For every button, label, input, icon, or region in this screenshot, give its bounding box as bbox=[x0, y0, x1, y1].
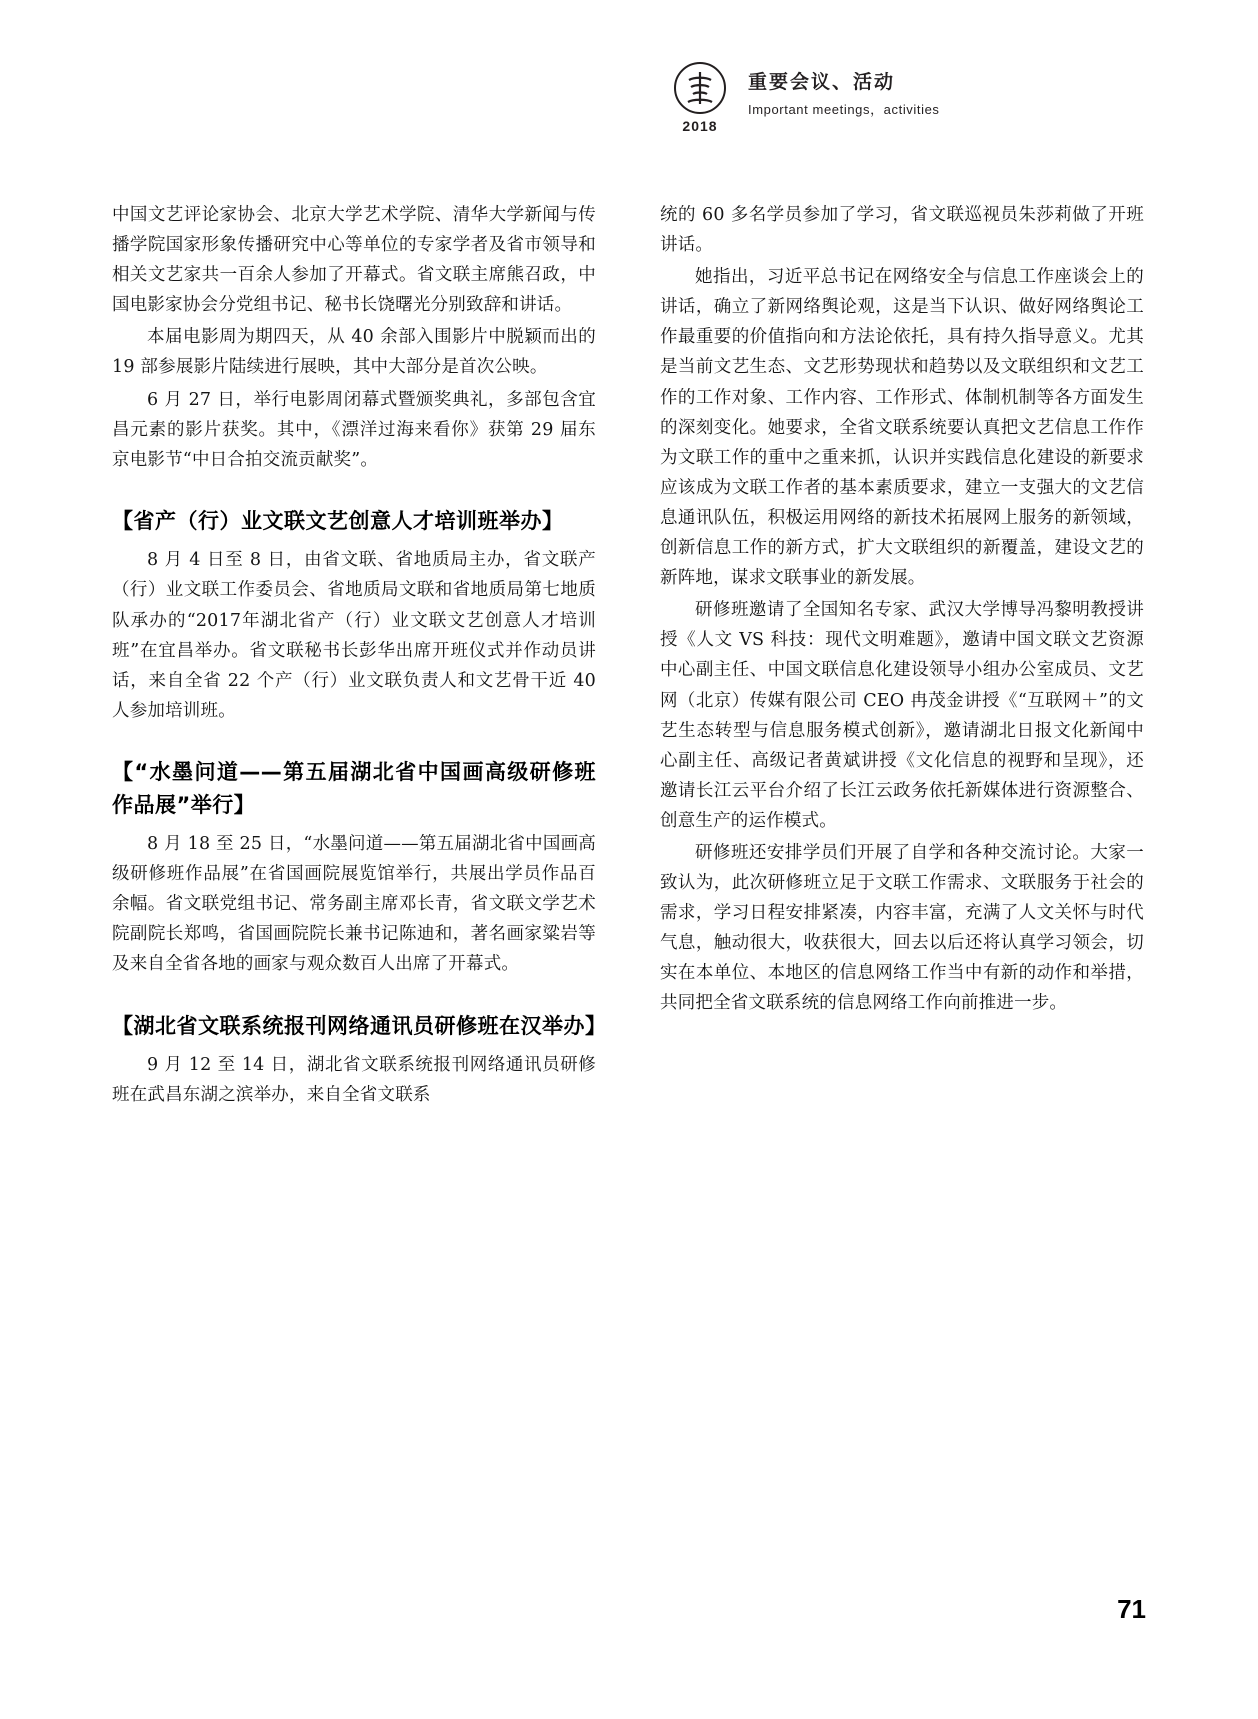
paragraph: 本届电影周为期四天，从 40 余部入围影片中脱颖而出的 19 部参展影片陆续进行展映，其中大部分是首次公映。 bbox=[112, 327, 596, 378]
page-number: 71 bbox=[1117, 1594, 1146, 1624]
paragraph: 8 月 18 至 25 日，“水墨问道——第五届湖北省中国画高级研修班作品展”在省国画院展览馆举行，共展出学员作品百余幅。省文联党组书记、常务副主席邓长青，省文联文学艺术院副院长郑鸣，省国画院院长兼书记陈迪和，著名画家粱岩等及来自全省各地的画家与观众数百人出席了开幕式。 bbox=[112, 834, 596, 975]
section-heading: 【“水墨问道——第五届湖北省中国画高级研修班作品展”举行】 bbox=[112, 759, 596, 817]
paragraph: 研修班还安排学员们开展了自学和各种交流讨论。大家一致认为，此次研修班立足于文联工作需求、文联服务于社会的需求，学习日程安排紧凑，内容丰富，充满了人文关怀与时代气息，触动很大，收获很大，回去以后还将认真学习领会，切实在本单位、本地区的信息网络工作当中有新的动作和举措，共同把全省文联系统的信息网络工作向前推进一步。 bbox=[660, 842, 1144, 1014]
header-title-cn: 重要会议、活动 bbox=[748, 71, 896, 93]
paragraph: 统的 60 多名学员参加了学习，省文联巡视员朱莎莉做了开班讲话。 bbox=[660, 205, 1144, 256]
right-column bbox=[660, 200, 1144, 1112]
paragraph: 中国文艺评论家协会、北京大学艺术学院、清华大学新闻与传播学院国家形象传播研究中心等单位的专家学者及省市领导和相关文艺家共一百余人参加了开幕式。省文联主席熊召政，中国电影家协会分党组书记、秘书长饶曙光分别致辞和讲话。 bbox=[112, 205, 596, 316]
page-content bbox=[112, 200, 1144, 1112]
paragraph: 研修班邀请了全国知名专家、武汉大学博导冯黎明教授讲授《人文 VS 科技：现代文明难题》，邀请中国文联文艺资源中心副主任、中国文联信息化建设领导小组办公室成员、文艺网（北京）传媒有限公司 CEO 冉茂金讲授《“互联网＋”的文艺生态转型与信息服务模式创新》，邀请湖北日报文化新闻中心副主任、高级记者黄斌讲授《文化信息的视野和呈现》，还邀请长江云平台介绍了长江云政务依托新媒体进行资源整合、创意生产的运作模式。 bbox=[660, 600, 1144, 831]
paragraph: 9 月 12 至 14 日，湖北省文联系统报刊网络通讯员研修班在武昌东湖之滨举办，来自全省文联系 bbox=[112, 1055, 596, 1106]
section-heading: 【省产（行）业文联文艺创意人才培训班举办】 bbox=[112, 508, 564, 533]
header-logo bbox=[672, 62, 734, 138]
header-titles bbox=[748, 62, 940, 118]
header-inner bbox=[672, 62, 940, 138]
header-title-en: Important meetings，activities bbox=[748, 101, 940, 117]
paragraph: 8 月 4 日至 8 日，由省文联、省地质局主办，省文联产（行）业文联工作委员会、省地质局文联和省地质局第七地质队承办的“2017年湖北省产（行）业文联文艺创意人才培训班”在宜昌举办。省文联秘书长彭华出席开班仪式并作动员讲话，来自全省 22 个产（行）业文联负责人和文艺骨干近 40 人参加培训班。 bbox=[112, 550, 596, 721]
page-header bbox=[0, 62, 1258, 138]
circular-emblem-logo-icon bbox=[674, 62, 726, 114]
header-year: 2018 bbox=[682, 118, 718, 134]
paragraph: 6 月 27 日，举行电影周闭幕式暨颁奖典礼，多部包含宜昌元素的影片获奖。其中，《漂洋过海来看你》获第 29 届东京电影节“中日合拍交流贡献奖”。 bbox=[112, 389, 596, 470]
left-column bbox=[112, 200, 607, 1112]
section-heading: 【湖北省文联系统报刊网络通讯员研修班在汉举办】 bbox=[112, 1013, 607, 1038]
paragraph: 她指出，习近平总书记在网络安全与信息工作座谈会上的讲话，确立了新网络舆论观，这是当下认识、做好网络舆论工作最重要的价值指向和方法论依托，具有持久指导意义。尤其是当前文艺生态、文艺形势现状和趋势以及文联组织和文艺工作的工作对象、工作内容、工作形式、体制机制等各方面发生的深刻变化。她要求，全省文联系统要认真把文艺信息工作作为文联工作的重中之重来抓，认识并实践信息化建设的新要求应该成为文联工作者的基本素质要求，建立一支强大的文艺信息通讯队伍，积极运用网络的新技术拓展网上服务的新领域，创新信息工作的新方式，扩大文联组织的新覆盖，建设文艺的新阵地，谋求文联事业的新发展。 bbox=[660, 267, 1144, 589]
